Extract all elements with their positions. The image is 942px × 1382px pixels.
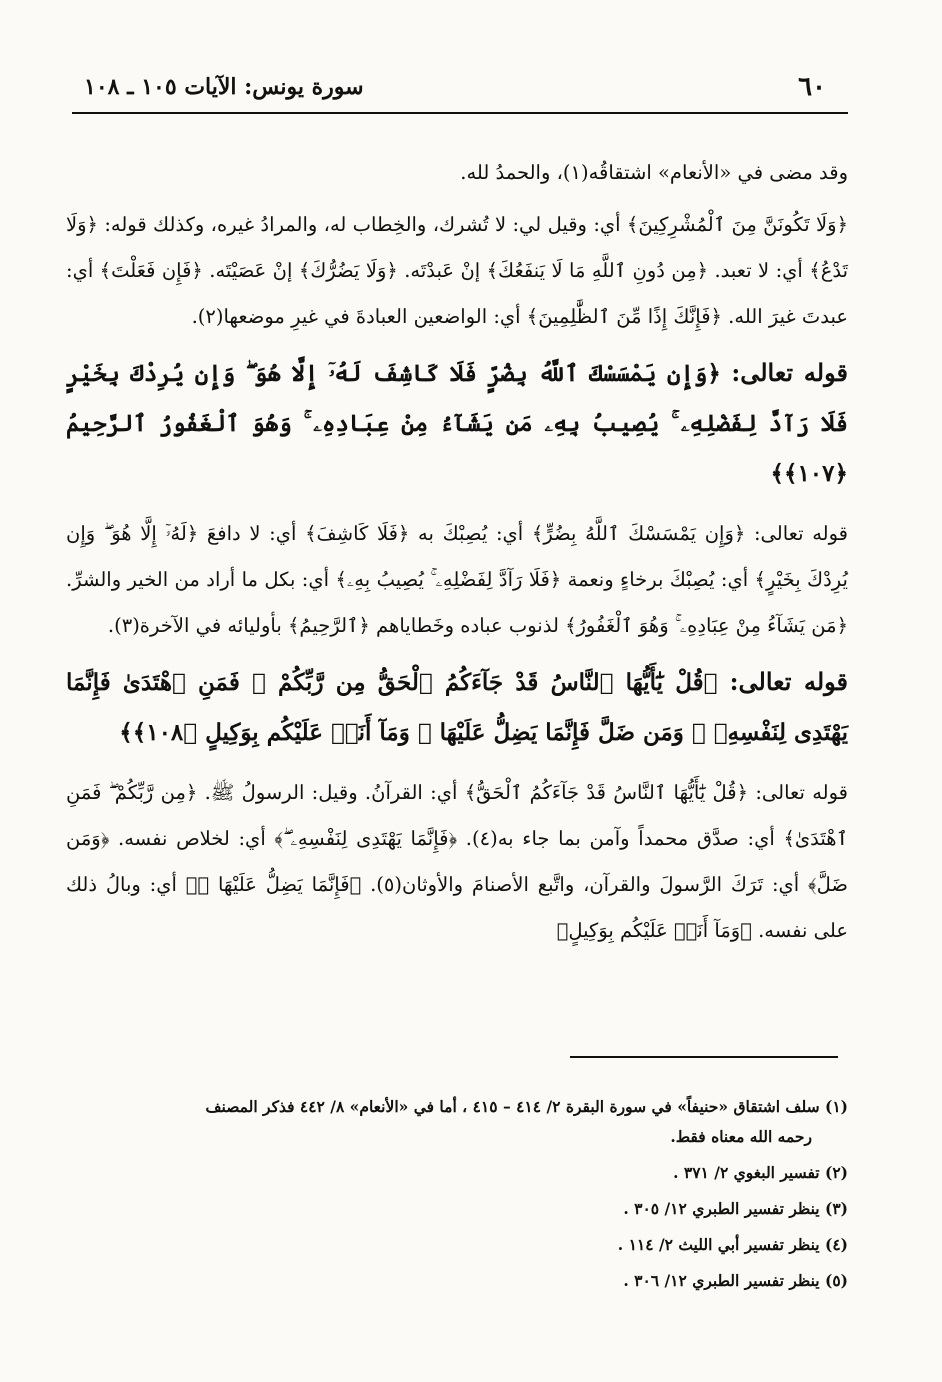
verse-108-lead: قوله تعالى: (729, 667, 848, 696)
footnote-4: (٤) ينظر تفسير أبي الليث ٢/ ١١٤ . (617, 1235, 848, 1254)
footnote-1 (66, 1092, 848, 1152)
verse-108-text: ﴿قُلْ يَٰٓأَيُّهَا ٱلنَّاسُ قَدْ جَآءَكُمُ ٱلْحَقُّ مِن رَّبِّكُمْ ۖ فَمَنِ ٱهْتَدَىٰ فَإِنَّمَا يَهْتَدِى لِنَفْسِهِۦ ۖ وَمَن ضَلَّ فَإِنَّمَا يَضِلُّ عَلَيْهَا ۖ وَمَآ أَنَا۠ عَلَيْكُم بِوَكِيلٍ ﴿١٠٨﴾﴾ (66, 669, 848, 746)
paragraph-tafsir-107: قوله تعالى: ﴿وَإِن يَمْسَسْكَ ٱللَّهُ بِضُرٍّ﴾ أي: يُصِبْكَ به ﴿فَلَا كَاشِفَ﴾ أي: لا دافعَ ﴿لَهُۥٓ إِلَّا هُوَ ۖ وَإِن يُرِدْكَ بِخَيْرٍ﴾ أي: يُصِبْكَ برخاءٍ ونعمة ﴿فَلَا رَآدَّ لِفَضْلِهِۦ ۚ يُصِيبُ بِهِۦ﴾ أي: بكل ما أراد من الخير والشرِّ. ﴿مَن يَشَآءُ مِنْ عِبَادِهِۦ ۚ وَهُوَ ٱلْغَفُورُ﴾ لذنوب عباده وخَطاياهم ﴿ٱلرَّحِيمُ﴾ بأوليائه في الآخرة(٣). (66, 522, 848, 637)
footnote-1-text: (١) سلف اشتقاق «حنيفاً» في سورة البقرة ٢/ ٤١٤ – ٤١٥ ، أما في «الأنعام» ٨/ ٤٤٢ فذكر المصنف (205, 1097, 848, 1116)
footnote-rule (570, 1056, 838, 1058)
footnote-1-continuation: رحمه الله معناه فقط. (670, 1127, 812, 1146)
main-text (66, 150, 848, 960)
paragraph-tafsir-108: قوله تعالى: ﴿قُلْ يَٰٓأَيُّهَا ٱلنَّاسُ قَدْ جَآءَكُمُ ٱلْحَقُّ﴾ أي: القرآنُ. وقيل: الرسولُ ﷺ. ﴿مِن رَّبِّكُمْ ۖ فَمَنِ ٱهْتَدَىٰ﴾ أي: صدَّق محمداً وآمن بما جاء به(٤). ﴿فَإِنَّمَا يَهْتَدِى لِنَفْسِهِۦ ۖ﴾ أي: لخلاص نفسه. ﴿وَمَن ضَلَّ﴾ أي: تَرَكَ الرَّسولَ والقرآن، واتَّبع الأصنامَ والأوثان(٥). ﴿فَإِنَّمَا يَضِلُّ عَلَيْهَا ۖ﴾ أي: وبالُ ذلك على نفسه. ﴿وَمَآ أَنَا۠ عَلَيْكُم بِوَكِيلٍ﴾ (66, 781, 848, 942)
verse-107 (66, 348, 848, 499)
running-title: سورة يونس: الآيات ١٠٥ ـ ١٠٨ (84, 74, 364, 100)
paragraph-tafsir-105-106: ﴿وَلَا تَكُونَنَّ مِنَ ٱلْمُشْرِكِينَ﴾ أي: وقيل لي: لا تُشرك، والخِطاب له، والمرادُ غيره، وكذلك قوله: ﴿وَلَا تَدْعُ﴾ أي: لا تعبد. ﴿مِن دُونِ ٱللَّهِ مَا لَا يَنفَعُكَ﴾ إنْ عَبدْتَه. ﴿وَلَا يَضُرُّكَ﴾ إنْ عَصَيْتَه. ﴿فَإِن فَعَلْتَ﴾ أي: عبدتَ غيرَ الله. ﴿فَإِنَّكَ إِذًا مِّنَ ٱلظَّٰلِمِينَ﴾ أي: الواضعين العبادةَ في غيرِ موضعها(٢). (66, 213, 848, 328)
verse-107-text: ﴿وَإِن يَمْسَسْكَ ٱللَّهُ بِضُرٍّ فَلَا كَاشِفَ لَهُۥٓ إِلَّا هُوَ ۖ وَإِن يُرِدْكَ بِخَيْرٍ فَلَا رَآدَّ لِفَضْلِهِۦ ۚ يُصِيبُ بِهِۦ مَن يَشَآءُ مِنْ عِبَادِهِۦ ۚ وَهُوَ ٱلْغَفُورُ ٱلرَّحِيمُ ﴿١٠٧﴾﴾ (66, 360, 848, 487)
verse-107-lead: قوله تعالى: (731, 358, 848, 387)
page-header (72, 68, 846, 108)
footnote-5: (٥) ينظر تفسير الطبري ١٢/ ٣٠٦ . (623, 1271, 848, 1290)
footnote-3: (٣) ينظر تفسير الطبري ١٢/ ٣٠٥ . (623, 1199, 848, 1218)
page-number: ٦٠ (798, 72, 826, 102)
verse-108 (66, 657, 848, 758)
header-rule (72, 112, 848, 114)
paragraph-intro: وقد مضى في «الأنعام» اشتقاقُه(١)، والحمدُ لله. (460, 161, 848, 184)
footnotes (66, 1092, 848, 1302)
footnote-2: (٢) تفسير البغوي ٢/ ٣٧١ . (673, 1163, 848, 1182)
